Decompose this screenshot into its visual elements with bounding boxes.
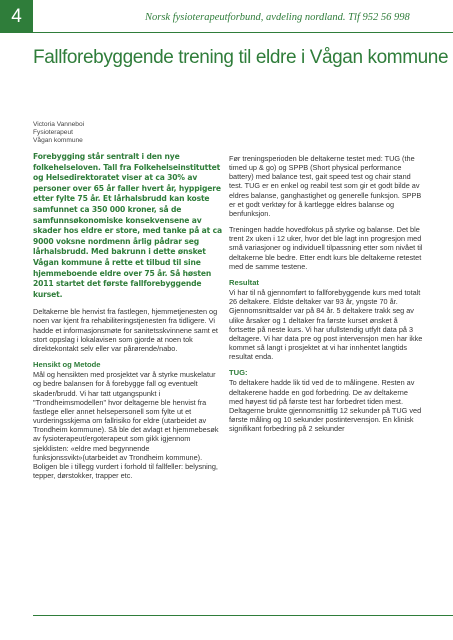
author-affiliation: Vågan kommune [33, 137, 83, 144]
method-heading: Hensikt og Metode [33, 360, 101, 370]
result-paragraph: Vi har til nå gjennomført to fallforebyggende kurs med totalt 26 deltakere. Eldste deltaker var 93 år, yngste 70 år. Gjennomsnittsalder var på 84 år. 5 deltakere trakk seg av ulike årsaker og 1 deltaker fra første kurset ønsket å fortsette på neste kurs. Vi har ufullstendig utfylt data på 3 deltagere. Vi har data pre og post intervensjon men har ikke kommet så langt i prosjektet at vi har innhentet langtids resultat enda. [229, 288, 423, 362]
page-number-badge: 4 [0, 0, 33, 33]
training-paragraph: Treningen hadde hovedfokus på styrke og balanse. Det ble trent 2x uken i 12 uker, hvor det ble lagt inn progresjon med små variasjoner og individuell tilpassning etter som nivået til deltakerne ble bedre. Etter endt kurs ble deltakerne retestet med de samme testene. [229, 225, 423, 271]
right-column [229, 154, 424, 440]
method-paragraph: Mål og hensikten med prosjektet var å styrke muskelatur og bedre balansen for å forebygge fall og eventuelt skader/brudd. Vi har tatt utgangspunkt i "Trondheimsmodellen" hvor deltagerne ble henvist fra fastlege eller annet helsepersonell som fylte ut et vurderingsskjema om fallrisiko for eldre (utarbeidet av Trondheim kommune). Så ble det avlagt et hjemmebesøk av fysioterapeut/ergoterapeut som gikk igjennom sjekklisten: «eldre med begynnende funksjonssvikt»(utarbeidet av Trondheim kommune). Boligen ble i tillegg vurdert i forhold til fallfeller: belysning, tepper, dørstokker, trapper etc. [33, 370, 219, 480]
byline [33, 121, 84, 145]
intro-paragraph: Deltakerne ble henvist fra fastlegen, hjemmetjenesten og noen var kjent fra rehabiliteringstjenesten fra tidligere. Vi hadde et informasjonsmøte for sanitetsskvinnene samt et stort oppslag i lokalavisen som gjorde at noen tok direktekontakt selv eller var pårørende/nabo. [33, 307, 218, 353]
lead-paragraph: Forebygging står sentralt i den nye folkehelseloven. Tall fra Folkehelseinstituttet og Helsedirektoratet viser at ca 30% av personer over 65 år faller hvert år, hyppigere etter fylte 75 år. Et lårhalsbrudd kan koste samfunnet ca 350 000 kroner, så de samfunnsøkonomiske konsekvensene av skader hos eldre er store, med tanke på at ca 9000 voksne nordmenn årlig pådrar seg lårhalsbrudd. Med bakrunn i dette ønsket Vågan kommune å rette et tilbud til sine hjemmeboende eldre over 75 år. Så høsten 2011 startet det første fallforebyggende kurset. [33, 152, 222, 299]
tests-paragraph: Før treningsperioden ble deltakerne testet med: TUG (the timed up & go) og SPPB (Short physical performance battery) med balance test, gait speed test og chair stand test. TUG er en enkel og reabil test som gir et godt bilde av eldres balanse, ganghastighet og generelle funksjon. SPPB er et godt verktøy for å kartlegge eldres balanse og benfunksjon. [229, 154, 422, 218]
running-head: Norsk fysioterapeutforbund, avdeling nordland. Tlf 952 56 998 [145, 12, 410, 23]
article-title: Fallforebyggende trening til eldre i Vågan kommune [33, 47, 449, 68]
footer-divider [33, 615, 453, 616]
header-divider [33, 32, 453, 33]
author-name: Victoria Vanneboi [33, 121, 85, 128]
tug-paragraph: To deltakere hadde lik tid ved de to målingene. Resten av deltakerene hadde en god forbedring. De av deltakerne med høyest tid på første test har forbedret tiden mest. Deltagerne brukte gjennomsnittlig 12 sekunder på TUG ved første måling og 10 sekunder postintervensjon. En klinisk signifikant forbedring på 2 sekunder [229, 378, 422, 434]
tug-heading: TUG: [229, 368, 248, 378]
result-heading: Resultat [229, 277, 259, 287]
author-role: Fysioterapeut [33, 129, 73, 136]
left-column [33, 152, 223, 487]
